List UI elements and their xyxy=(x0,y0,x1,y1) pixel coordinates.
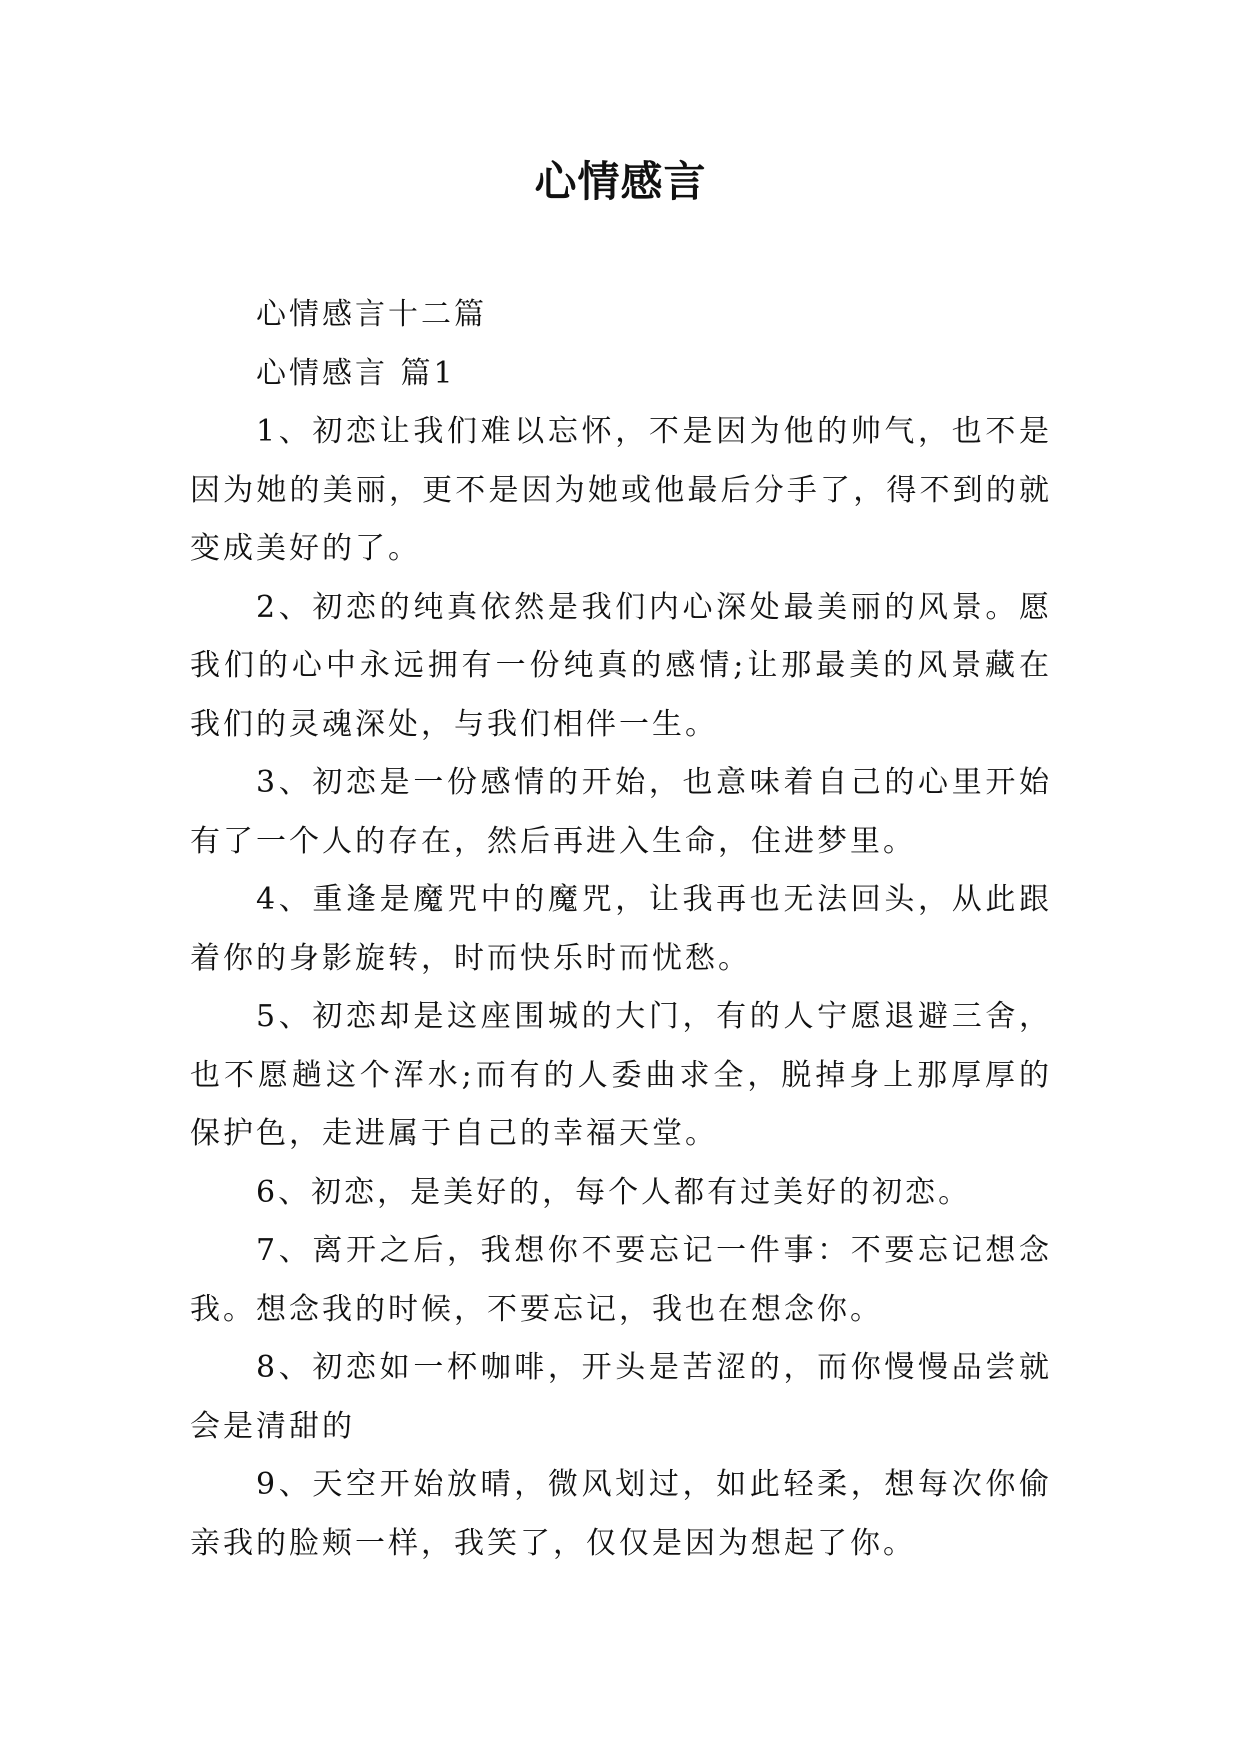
quote-paragraph-2: 2、初恋的纯真依然是我们内心深处最美丽的风景。愿我们的心中永远拥有一份纯真的感情;让那最美的风景藏在我们的灵魂深处，与我们相伴一生。 xyxy=(190,589,1052,742)
quote-paragraph-9: 9、天空开始放晴，微风划过，如此轻柔，想每次你偷亲我的脸颊一样，我笑了，仅仅是因为想起了你。 xyxy=(190,1467,1052,1561)
document-body xyxy=(190,286,1052,1573)
quote-paragraph-1: 1、初恋让我们难以忘怀，不是因为他的帅气，也不是因为她的美丽，更不是因为她或他最后分手了，得不到的就变成美好的了。 xyxy=(190,414,1052,566)
subtitle-paragraph: 心情感言十二篇 xyxy=(256,297,487,332)
quote-paragraph-3: 3、初恋是一份感情的开始，也意味着自己的心里开始有了一个人的存在，然后再进入生命，住进梦里。 xyxy=(190,765,1052,859)
section-heading: 心情感言 篇1 xyxy=(256,355,456,391)
quote-paragraph-6: 6、初恋，是美好的，每个人都有过美好的初恋。 xyxy=(256,1174,972,1210)
document-title: 心情感言 xyxy=(534,157,707,206)
quote-paragraph-8: 8、初恋如一杯咖啡，开头是苦涩的，而你慢慢品尝就会是清甜的 xyxy=(190,1350,1052,1444)
quote-paragraph-7: 7、离开之后，我想你不要忘记一件事：不要忘记想念我。想念我的时候，不要忘记，我也在想念你。 xyxy=(190,1233,1052,1327)
quote-paragraph-5: 5、初恋却是这座围城的大门，有的人宁愿退避三舍，也不愿趟这个浑水;而有的人委曲求全，脱掉身上那厚厚的保护色，走进属于自己的幸福天堂。 xyxy=(190,999,1052,1151)
quote-paragraph-4: 4、重逢是魔咒中的魔咒，让我再也无法回头，从此跟着你的身影旋转，时而快乐时而忧愁。 xyxy=(190,882,1052,976)
